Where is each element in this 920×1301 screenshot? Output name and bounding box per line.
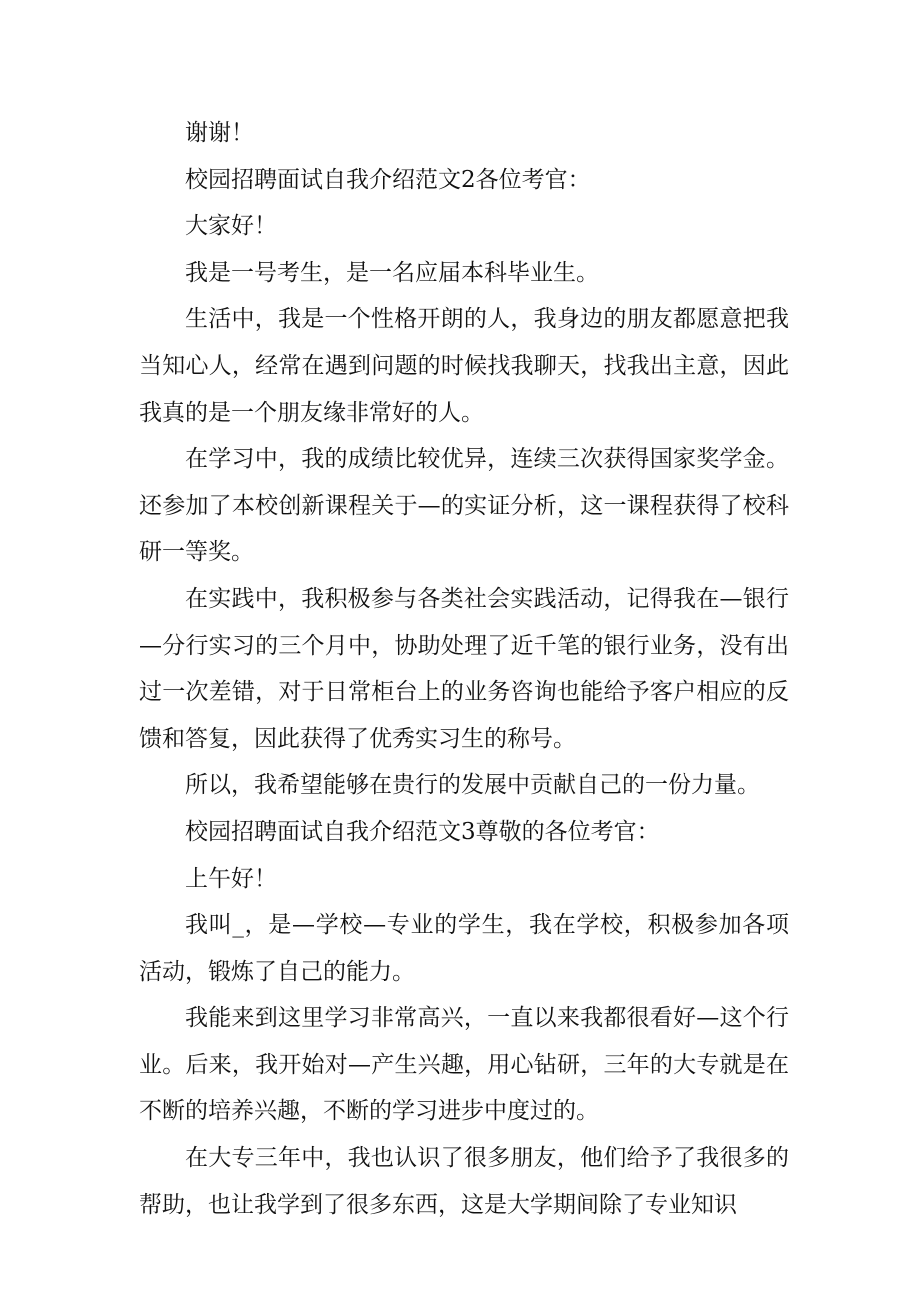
paragraph-conclusion-1: 所以，我希望能够在贵行的发展中贡献自己的一份力量。 bbox=[185, 772, 760, 799]
paragraph-practice: 在实践中，我积极参与各类社会实践活动，记得我在—银行—分行实习的三个月中，协助处理了近千笔的银行业务，没有出过一次差错，对于日常柜台上的业务咨询也能给予客户相应的反馈和答复，因此获得了优秀实习生的称号。 bbox=[139, 585, 789, 752]
document-body bbox=[139, 110, 789, 1228]
paragraph-intro-2: 我叫_，是—学校—专业的学生，我在学校，积极参加各项活动，锻炼了自己的能力。 bbox=[139, 912, 789, 985]
paragraph-life: 生活中，我是一个性格开朗的人，我身边的朋友都愿意把我当知心人，经常在遇到问题的时候找我聊天，找我出主意，因此我真的是一个朋友缘非常好的人。 bbox=[139, 306, 789, 426]
paragraph-greeting-1: 大家好！ bbox=[185, 213, 277, 240]
paragraph-greeting-2: 上午好！ bbox=[185, 865, 277, 892]
paragraph-sample-3-heading: 校园招聘面试自我介绍范文3尊敬的各位考官： bbox=[185, 818, 660, 845]
paragraph-sample-2-heading: 校园招聘面试自我介绍范文2各位考官： bbox=[185, 166, 591, 193]
paragraph-interest: 我能来到这里学习非常高兴，一直以来我都很看好—这个行业。后来，我开始对—产生兴趣，用心钻研，三年的大专就是在不断的培养兴趣，不断的学习进步中度过的。 bbox=[139, 1005, 789, 1125]
paragraph-intro-1: 我是一号考生，是一名应届本科毕业生。 bbox=[185, 259, 599, 286]
paragraph-college: 在大专三年中，我也认识了很多朋友，他们给予了我很多的帮助，也让我学到了很多东西，这是大学期间除了专业知识 bbox=[139, 1145, 789, 1218]
paragraph-thanks: 谢谢！ bbox=[185, 120, 254, 146]
paragraph-study: 在学习中，我的成绩比较优异，连续三次获得国家奖学金。还参加了本校创新课程关于—的实证分析，这一课程获得了校科研一等奖。 bbox=[139, 446, 789, 566]
